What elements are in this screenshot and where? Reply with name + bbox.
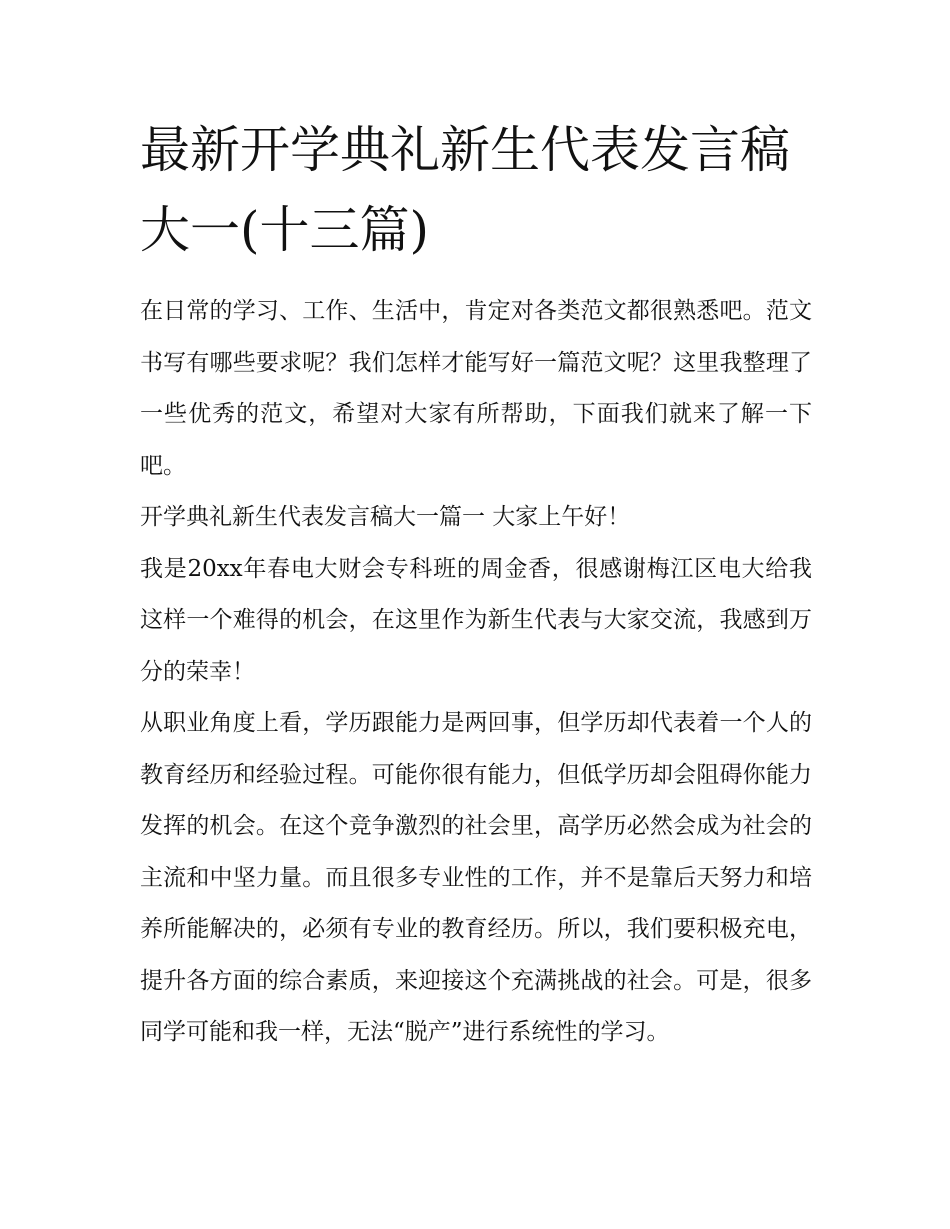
- document-title: 最新开学典礼新生代表发言稿大一(十三篇): [140, 121, 790, 259]
- section-heading-paragraph: 开学典礼新生代表发言稿大一篇一 大家上午好！: [140, 504, 631, 530]
- intro-paragraph: 在日常的学习、工作、生活中，肯定对各类范文都很熟悉吧。范文书写有哪些要求呢？我们怎样才能写好一篇范文呢？这里我整理了一些优秀的范文，希望对大家有所帮助，下面我们就来了解一下吧。: [140, 298, 812, 479]
- document-body: [140, 110, 812, 1059]
- body-paragraph: 从职业角度上看，学历跟能力是两回事，但学历却代表着一个人的教育经历和经验过程。可能你很有能力，但低学历却会阻碍你能力发挥的机会。在这个竞争激烈的社会里，高学历必然会成为社会的主流和中坚力量。而且很多专业性的工作，并不是靠后天努力和培养所能解决的，必须有专业的教育经历。所以，我们要积极充电，提升各方面的综合素质，来迎接这个充满挑战的社会。可是，很多同学可能和我一样，无法“脱产”进行系统性的学习。: [140, 710, 812, 1045]
- self-introduction-paragraph: 我是20xx年春电大财会专科班的周金香，很感谢梅江区电大给我这样一个难得的机会，在这里作为新生代表与大家交流，我感到万分的荣幸！: [140, 555, 812, 685]
